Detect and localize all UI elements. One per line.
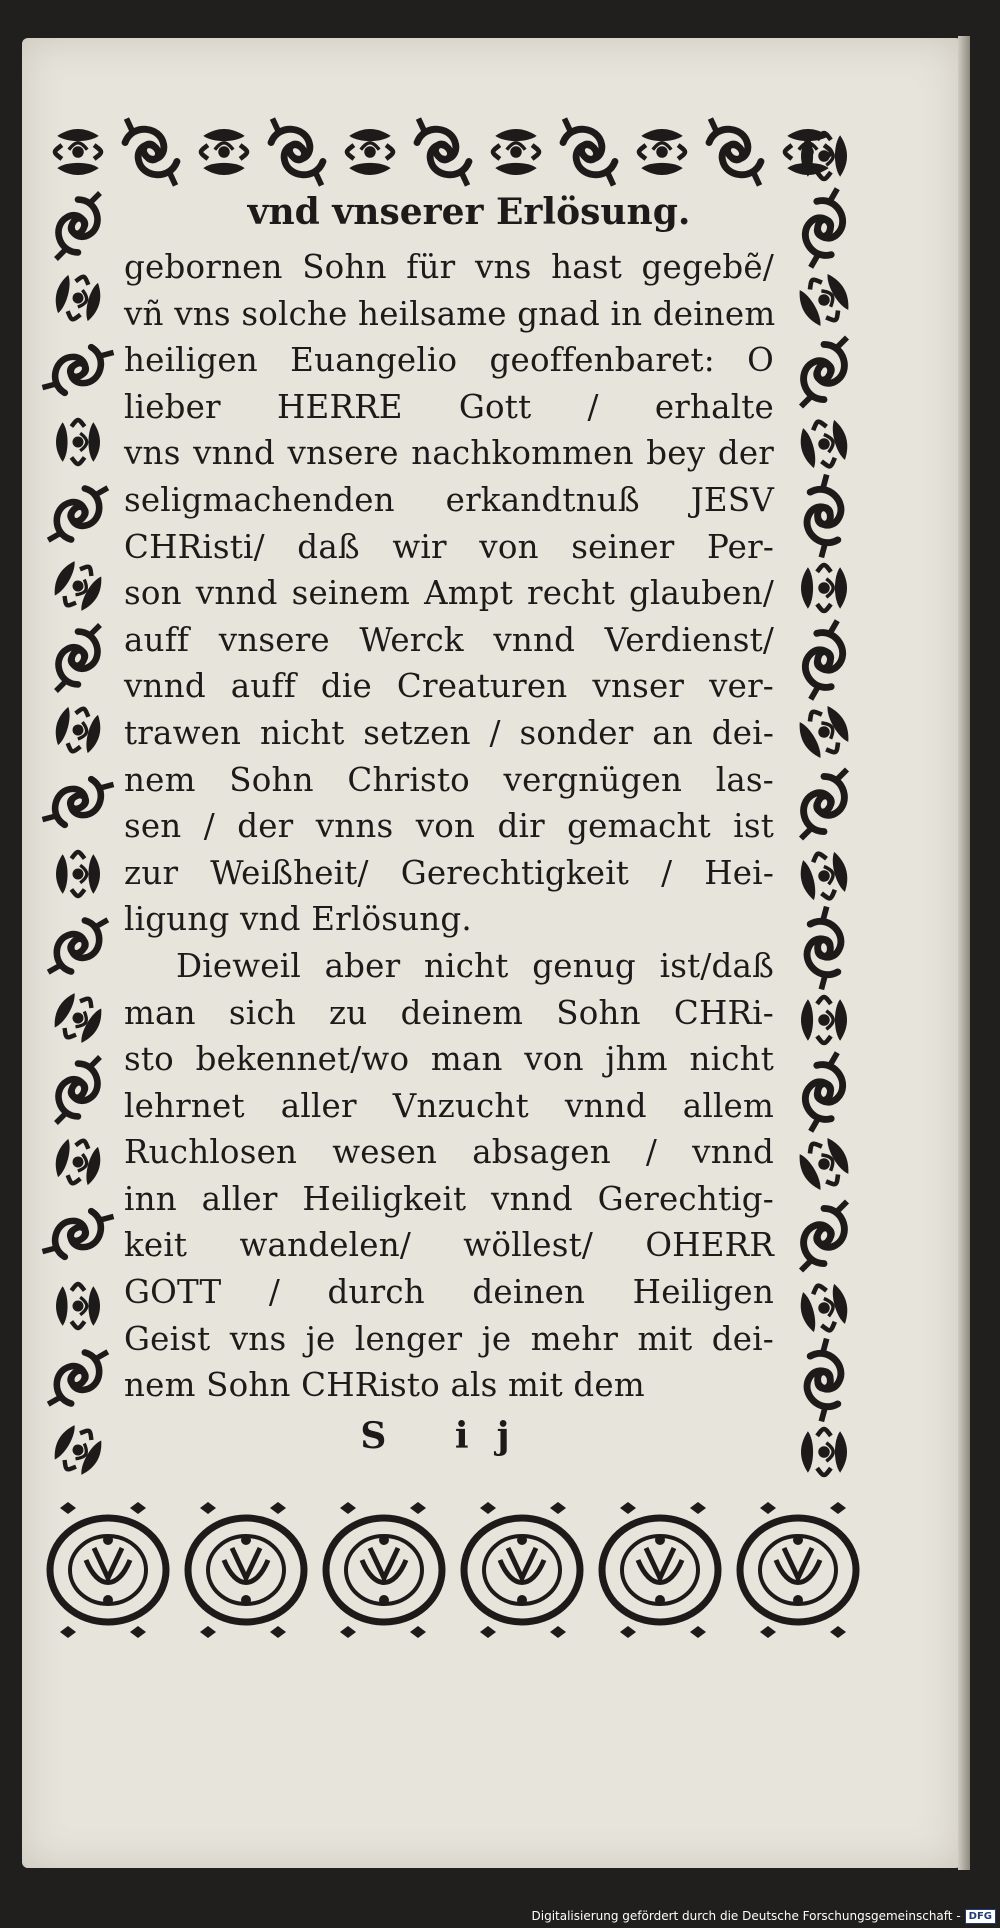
ornament-motif [793, 269, 856, 332]
ornament-fleuron [410, 1626, 426, 1638]
dfg-logo: DFG [965, 1909, 996, 1924]
body-text [124, 244, 774, 1409]
ornament-motif [801, 1429, 847, 1475]
ornament-scroll [801, 338, 847, 407]
ornament-motif [51, 703, 105, 757]
ornament-scroll [801, 1202, 847, 1271]
ornament-scroll [257, 119, 338, 186]
ornament-fleuron [620, 1502, 636, 1514]
ornament-motif [56, 1284, 100, 1328]
ornament-scroll [787, 1339, 861, 1422]
ornament-scroll [793, 621, 855, 700]
text-line: lehrnet aller Vnzucht vnnd allem [124, 1086, 774, 1125]
ornament-fleuron [340, 1502, 356, 1514]
text-line: nem Sohn Christo vergnügen las- [124, 760, 774, 799]
ornament-fleuron [830, 1502, 846, 1514]
ornament-scroll [48, 1340, 108, 1415]
digitization-credit [532, 1906, 997, 1926]
ornament-fleuron [270, 1626, 286, 1638]
text-line: seligmachenden erkandtnuß JESV [124, 480, 774, 519]
ornament-medallion [188, 1518, 304, 1622]
ornament-motif [56, 852, 100, 896]
ornament-scroll [549, 119, 630, 186]
ornament-scroll [793, 189, 855, 268]
text-line: son vnnd seinem Ampt recht glauben/ [124, 574, 774, 613]
ornament-fleuron [480, 1626, 496, 1638]
ornament-fleuron [690, 1626, 706, 1638]
ornament-scroll [801, 770, 847, 839]
ornament-scroll [48, 908, 108, 983]
ornament-medallion [50, 1518, 166, 1622]
ornament-fleuron [130, 1502, 146, 1514]
text-line: vñ vns solche heilsame gnad in deinem [124, 294, 776, 333]
ornament-motif [796, 1280, 852, 1336]
ornament-fleuron [200, 1626, 216, 1638]
text-line: vnnd auff die Creaturen vnser ver- [124, 667, 774, 706]
ornament-motif [201, 129, 247, 175]
ornament-scroll [787, 907, 861, 990]
ornament-medallion [326, 1518, 442, 1622]
text-line: auff vnsere Werck vnnd Verdienst/ [124, 620, 774, 659]
ornament-fleuron [130, 1626, 146, 1638]
text-line: keit wandelen/ wöllest/ OHERR [124, 1226, 774, 1265]
ornament-fleuron [60, 1502, 76, 1514]
page-edge-shadow [958, 36, 970, 1870]
ornament-motif [48, 1420, 108, 1480]
ornament-fleuron [830, 1626, 846, 1638]
ornament-motif [801, 997, 847, 1043]
text-line: sen / der vnns von dir gemacht ist [124, 807, 774, 846]
text-line: lieber HERRE Gott / erhalte [124, 387, 774, 426]
ornament-motif [639, 129, 685, 175]
ornament-motif [48, 988, 108, 1048]
ornament-medallion [602, 1518, 718, 1622]
ornament-motif [55, 129, 101, 175]
ornament-fleuron [620, 1626, 636, 1638]
ornament-scroll [56, 1057, 100, 1123]
ornament-scroll [111, 119, 192, 186]
ornament-scroll [48, 476, 108, 551]
ornament-motif [51, 1135, 105, 1189]
text-line: vns vnnd vnsere nachkommen bey der [124, 434, 774, 473]
ornament-motif [51, 271, 105, 325]
text-line: Dieweil aber nicht genug ist/daß [176, 946, 774, 985]
ornament-fleuron [550, 1502, 566, 1514]
ornament-scroll [403, 119, 484, 186]
ornament-motif [493, 129, 539, 175]
ornament-scroll [42, 330, 113, 409]
text-line: CHRisti/ daß wir von seiner Per- [124, 527, 774, 566]
text-line: Geist vns je lenger je mehr mit dei- [124, 1319, 774, 1358]
ornament-motif [796, 848, 852, 904]
ornament-scroll [56, 193, 100, 259]
text-line: Ruchlosen wesen absagen / vnnd [124, 1133, 774, 1172]
ornament-fleuron [760, 1626, 776, 1638]
ornament-motif [793, 1133, 856, 1196]
ornament-fleuron [200, 1502, 216, 1514]
text-line: zur Weißheit/ Gerechtigkeit / Hei- [124, 853, 774, 892]
text-line: sto bekennet/wo man von jhm nicht [124, 1040, 774, 1079]
text-line: gebornen Sohn für vns hast gegebẽ/ [124, 248, 774, 286]
ornament-fleuron [480, 1502, 496, 1514]
text-line: trawen nicht setzen / sonder an dei- [124, 713, 774, 752]
ornament-fleuron [760, 1502, 776, 1514]
ornament-scroll [42, 762, 113, 841]
ornamental-border-left [38, 190, 118, 1502]
ornament-medallion [464, 1518, 580, 1622]
ornament-fleuron [410, 1502, 426, 1514]
text-line: man sich zu deinem Sohn CHRi- [124, 993, 774, 1032]
ornament-fleuron [340, 1626, 356, 1638]
ornament-motif [801, 565, 847, 611]
text-line: heiligen Euangelio geoffenbaret: O [124, 341, 774, 380]
signature-mark: S ij [360, 1414, 538, 1457]
ornament-fleuron [270, 1502, 286, 1514]
ornament-scroll [42, 1194, 113, 1273]
text-block [124, 180, 774, 1461]
ornament-fleuron [550, 1626, 566, 1638]
ornament-motif [801, 133, 847, 179]
ornament-motif [347, 129, 393, 175]
text-line: ligung vnd Erlösung. [124, 900, 472, 939]
credit-text: Digitalisierung gefördert durch die Deutsche Forschungsgemeinschaft - [531, 1909, 961, 1923]
ornament-motif [48, 556, 108, 616]
running-head: vnd vnserer Erlösung. [247, 191, 691, 233]
ornament-fleuron [690, 1502, 706, 1514]
text-line: nem Sohn CHRisto als mit dem [124, 1366, 645, 1405]
ornament-fleuron [60, 1626, 76, 1638]
text-line: GOTT / durch deinen Heiligen [124, 1273, 774, 1312]
ornament-scroll [793, 1053, 855, 1132]
ornament-motif [793, 701, 856, 764]
ornament-medallion [740, 1518, 856, 1622]
ornamental-border-bottom [38, 1500, 868, 1640]
ornament-motif [56, 420, 100, 464]
ornament-scroll [695, 119, 776, 186]
ornamental-border-right [780, 120, 870, 1510]
text-line: inn aller Heiligkeit vnnd Gerechtig- [124, 1179, 774, 1218]
ornament-motif [796, 416, 852, 472]
ornament-scroll [787, 475, 861, 558]
ornament-scroll [56, 625, 100, 691]
